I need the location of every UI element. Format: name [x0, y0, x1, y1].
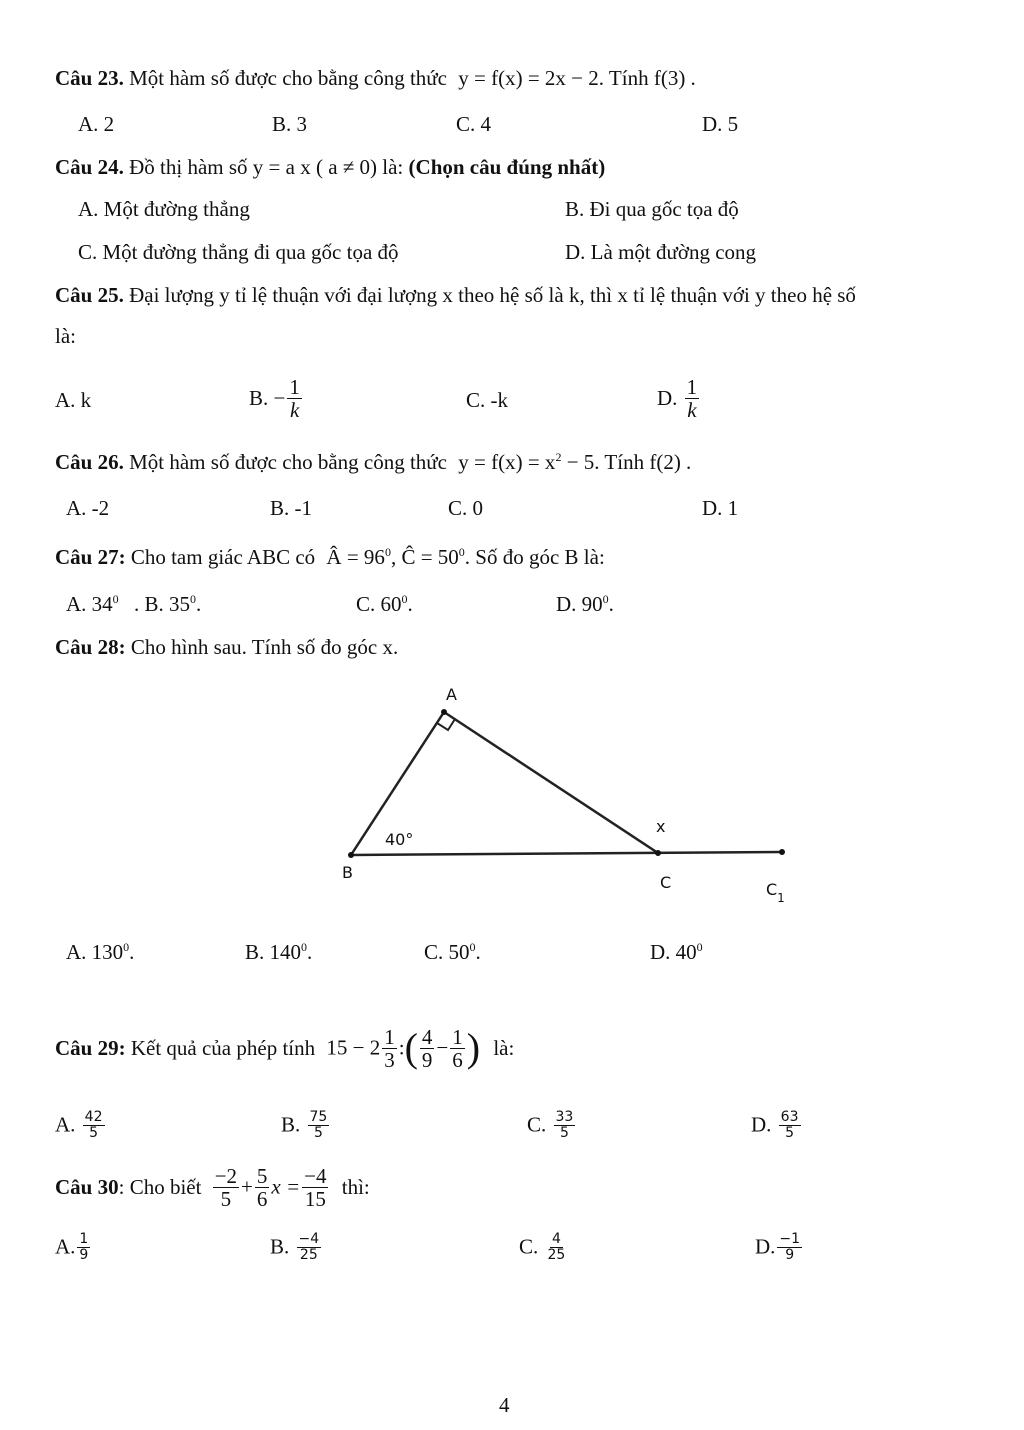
degree: 0 — [190, 592, 197, 606]
q26-tail: . Tính — [594, 450, 645, 474]
q26-text: Một hàm số được cho bằng công thức — [129, 450, 448, 474]
q29-expression — [326, 1025, 485, 1073]
denominator: 3 — [384, 1048, 395, 1073]
q27-option-d-text: D. 90 — [556, 592, 603, 616]
period: . — [608, 592, 614, 616]
q30-option-a-fraction — [77, 1232, 90, 1262]
q24-note: (Chọn câu đúng nhất) — [408, 155, 606, 179]
denominator: 25 — [299, 1246, 318, 1263]
segment-ac — [444, 712, 658, 853]
numerator: 4 — [421, 1025, 433, 1049]
q30-tail: thì: — [341, 1174, 370, 1199]
q26-option-a[interactable]: A. -2 — [66, 496, 110, 520]
degree: 0 — [384, 545, 391, 559]
point-c1 — [779, 849, 785, 855]
fraction-neg2-5 — [213, 1165, 239, 1210]
c1-subscript: 1 — [777, 891, 785, 905]
q30-option-a[interactable] — [55, 1232, 92, 1262]
q26-option-c[interactable]: C. 0 — [448, 496, 484, 520]
label-c: C — [660, 873, 672, 892]
q28-text: Cho hình sau. Tính số đo góc x. — [130, 635, 399, 659]
q29-option-d-fraction — [779, 1110, 801, 1140]
q24-option-a[interactable]: A. Một đường thẳng — [78, 197, 250, 221]
label-angle-b: 40° — [385, 830, 414, 849]
fraction-neg4-15 — [302, 1165, 328, 1210]
q23-option-a[interactable]: A. 2 — [78, 112, 115, 136]
label-x: x — [656, 817, 666, 836]
formula-main: y = f(x) = x — [458, 450, 556, 474]
q29-option-a-fraction — [83, 1110, 105, 1140]
degree: 0 — [696, 940, 703, 954]
q25-text: Đại lượng y tỉ lệ thuận với đại lượng x theo hệ số là k, thì x tỉ lệ thuận với y theo hệ số — [129, 283, 856, 307]
q28-option-a-text: A. 130 — [66, 940, 124, 964]
denominator: 5 — [559, 1124, 569, 1141]
fraction-1-3 — [382, 1026, 397, 1071]
segment-bc1 — [351, 852, 782, 855]
degree: 0 — [123, 940, 130, 954]
denominator: 9 — [421, 1048, 433, 1073]
fraction-1-6 — [450, 1026, 465, 1071]
q26-option-d[interactable]: D. 1 — [702, 496, 739, 520]
degree: 0 — [301, 940, 308, 954]
expr-start: 15 − 2 — [326, 1035, 381, 1060]
q30-option-b[interactable] — [270, 1232, 323, 1262]
q23-ask: f(3) . — [653, 66, 696, 90]
point-a — [441, 709, 447, 715]
q27-option-c-text: C. 60 — [356, 592, 402, 616]
q28-option-d[interactable] — [650, 940, 703, 965]
denominator: 5 — [313, 1124, 323, 1141]
numerator: −4 — [304, 1164, 327, 1188]
q30-stem — [55, 1165, 370, 1210]
q26-ask: f(2) . — [649, 450, 692, 474]
q25-stem-line2: là: — [55, 324, 76, 348]
denominator: 6 — [452, 1048, 463, 1073]
page-number: 4 — [499, 1393, 510, 1417]
denominator: 5 — [785, 1124, 795, 1141]
numerator: 63 — [780, 1109, 799, 1125]
denominator: 5 — [89, 1124, 99, 1141]
q27-text: Cho tam giác ABC có — [130, 545, 316, 569]
denominator: 15 — [304, 1187, 326, 1212]
q26-option-b[interactable]: B. -1 — [270, 496, 312, 520]
q27-option-b-text: . B. 35 — [134, 592, 191, 616]
label-c1 — [766, 880, 785, 905]
numerator: 1 — [289, 375, 300, 399]
q25-option-a[interactable]: A. k — [55, 388, 92, 412]
option-label: B. — [270, 1234, 290, 1259]
option-label: A. — [55, 1234, 76, 1259]
c1-letter: C — [766, 880, 778, 899]
label-b: B — [342, 863, 353, 882]
q25-option-b-sign: − — [273, 385, 286, 410]
period: . — [475, 940, 481, 964]
period: . — [307, 940, 313, 964]
q29-stem — [55, 1026, 514, 1071]
q29-option-c-fraction — [554, 1110, 576, 1140]
q24-option-d[interactable]: D. Là một đường cong — [565, 240, 757, 264]
denominator: k — [687, 398, 697, 423]
q27-angle-c: , Ĉ = 50 — [390, 545, 459, 569]
q27-label: Câu 27: — [55, 545, 126, 569]
q29-text: Kết quả của phép tính — [130, 1035, 316, 1060]
q24-formula: y = a x ( a ≠ 0) — [252, 155, 378, 179]
right-paren: ) — [466, 1025, 481, 1071]
x-equals: x = — [271, 1174, 301, 1199]
numerator: 1 — [79, 1231, 89, 1247]
degree: 0 — [112, 592, 119, 606]
q28-option-c-text: C. 50 — [424, 940, 470, 964]
q23-label: Câu 23. — [55, 66, 124, 90]
q27-option-a-text: A. 34 — [66, 592, 113, 616]
numerator: 33 — [555, 1109, 574, 1125]
q28-option-b-text: B. 140 — [245, 940, 302, 964]
numerator: −1 — [779, 1231, 801, 1247]
numerator: 1 — [452, 1025, 463, 1049]
period: . — [407, 592, 413, 616]
formula-tail: − 5 — [561, 450, 595, 474]
denominator: k — [289, 398, 300, 423]
q29-option-b[interactable] — [281, 1110, 331, 1140]
minus: − — [436, 1035, 449, 1060]
q23-option-b[interactable]: B. 3 — [272, 112, 308, 136]
option-label: A. — [55, 1112, 76, 1137]
q23-option-d[interactable]: D. 5 — [702, 112, 739, 136]
option-label: C. — [527, 1112, 547, 1137]
degree: 0 — [458, 545, 465, 559]
q28-option-a[interactable] — [66, 940, 134, 965]
degree: 0 — [401, 592, 408, 606]
denominator: 25 — [547, 1246, 566, 1263]
numerator: −4 — [298, 1231, 320, 1247]
q23-option-c[interactable]: C. 4 — [456, 112, 492, 136]
q24-text: Đồ thị hàm số — [129, 155, 248, 179]
option-label: D. — [755, 1234, 776, 1259]
q28-option-d-text: D. 40 — [650, 940, 697, 964]
q23-text: Một hàm số được cho bằng công thức — [129, 66, 448, 90]
q28-option-c[interactable] — [424, 940, 481, 965]
plus: + — [241, 1174, 253, 1199]
fraction-5-6 — [255, 1165, 270, 1210]
q29-label: Câu 29: — [55, 1035, 126, 1060]
q23-tail: . Tính — [598, 66, 649, 90]
q23-formula: y = f(x) = 2x − 2 — [458, 66, 599, 90]
numerator: 75 — [309, 1109, 328, 1125]
denominator: 9 — [79, 1246, 89, 1263]
q28-option-b[interactable] — [245, 940, 312, 965]
label-a: A — [446, 685, 457, 704]
q27-tail: . Số đo góc B là: — [464, 545, 605, 569]
numerator: 4 — [551, 1231, 561, 1247]
q24-tail: là: — [382, 155, 404, 179]
q25-option-c[interactable]: C. -k — [466, 388, 508, 412]
q25-option-b-label: B. — [249, 385, 269, 410]
q29-option-b-fraction — [308, 1110, 330, 1140]
q30-option-d[interactable] — [755, 1232, 804, 1262]
numerator: 42 — [84, 1109, 103, 1125]
q30-option-b-fraction — [297, 1232, 322, 1262]
degree: 0 — [469, 940, 476, 954]
q24-label: Câu 24. — [55, 155, 124, 179]
q30-text: : Cho biết — [118, 1174, 202, 1199]
point-b — [348, 852, 354, 858]
q24-option-b[interactable]: B. Đi qua gốc tọa độ — [565, 197, 739, 221]
q28-label: Câu 28: — [55, 635, 126, 659]
q29-option-a[interactable] — [55, 1110, 107, 1140]
q30-option-d-fraction — [777, 1232, 802, 1262]
numerator: 5 — [256, 1164, 268, 1188]
q30-option-c-fraction — [546, 1232, 568, 1262]
option-label: B. — [281, 1112, 301, 1137]
period: . — [129, 940, 135, 964]
option-label: D. — [751, 1112, 772, 1137]
q26-label: Câu 26. — [55, 450, 124, 474]
fraction-4-9 — [420, 1026, 435, 1071]
q30-option-c[interactable] — [519, 1232, 569, 1262]
numerator: 1 — [686, 375, 698, 399]
denominator: 9 — [785, 1246, 795, 1263]
q24-option-c[interactable]: C. Một đường thẳng đi qua gốc tọa độ — [78, 240, 399, 264]
numerator: 1 — [384, 1025, 395, 1049]
q30-equation — [211, 1164, 336, 1212]
q25-option-d-label: D. — [657, 385, 678, 410]
denominator: 5 — [220, 1187, 232, 1212]
option-label: C. — [519, 1234, 539, 1259]
q29-option-d[interactable] — [751, 1110, 803, 1140]
period: . — [196, 592, 202, 616]
exponent: 2 — [555, 450, 562, 464]
point-c — [655, 850, 661, 856]
q27-angle-a: Â = 96 — [326, 545, 385, 569]
q30-label: Câu 30 — [55, 1174, 119, 1199]
colon: : — [398, 1035, 405, 1060]
left-paren: ( — [404, 1025, 418, 1071]
degree: 0 — [602, 592, 609, 606]
q29-tail: là: — [493, 1035, 515, 1060]
q25-label: Câu 25. — [55, 283, 124, 307]
denominator: 6 — [256, 1187, 268, 1212]
q29-option-c[interactable] — [527, 1110, 577, 1140]
numerator: −2 — [214, 1164, 238, 1188]
